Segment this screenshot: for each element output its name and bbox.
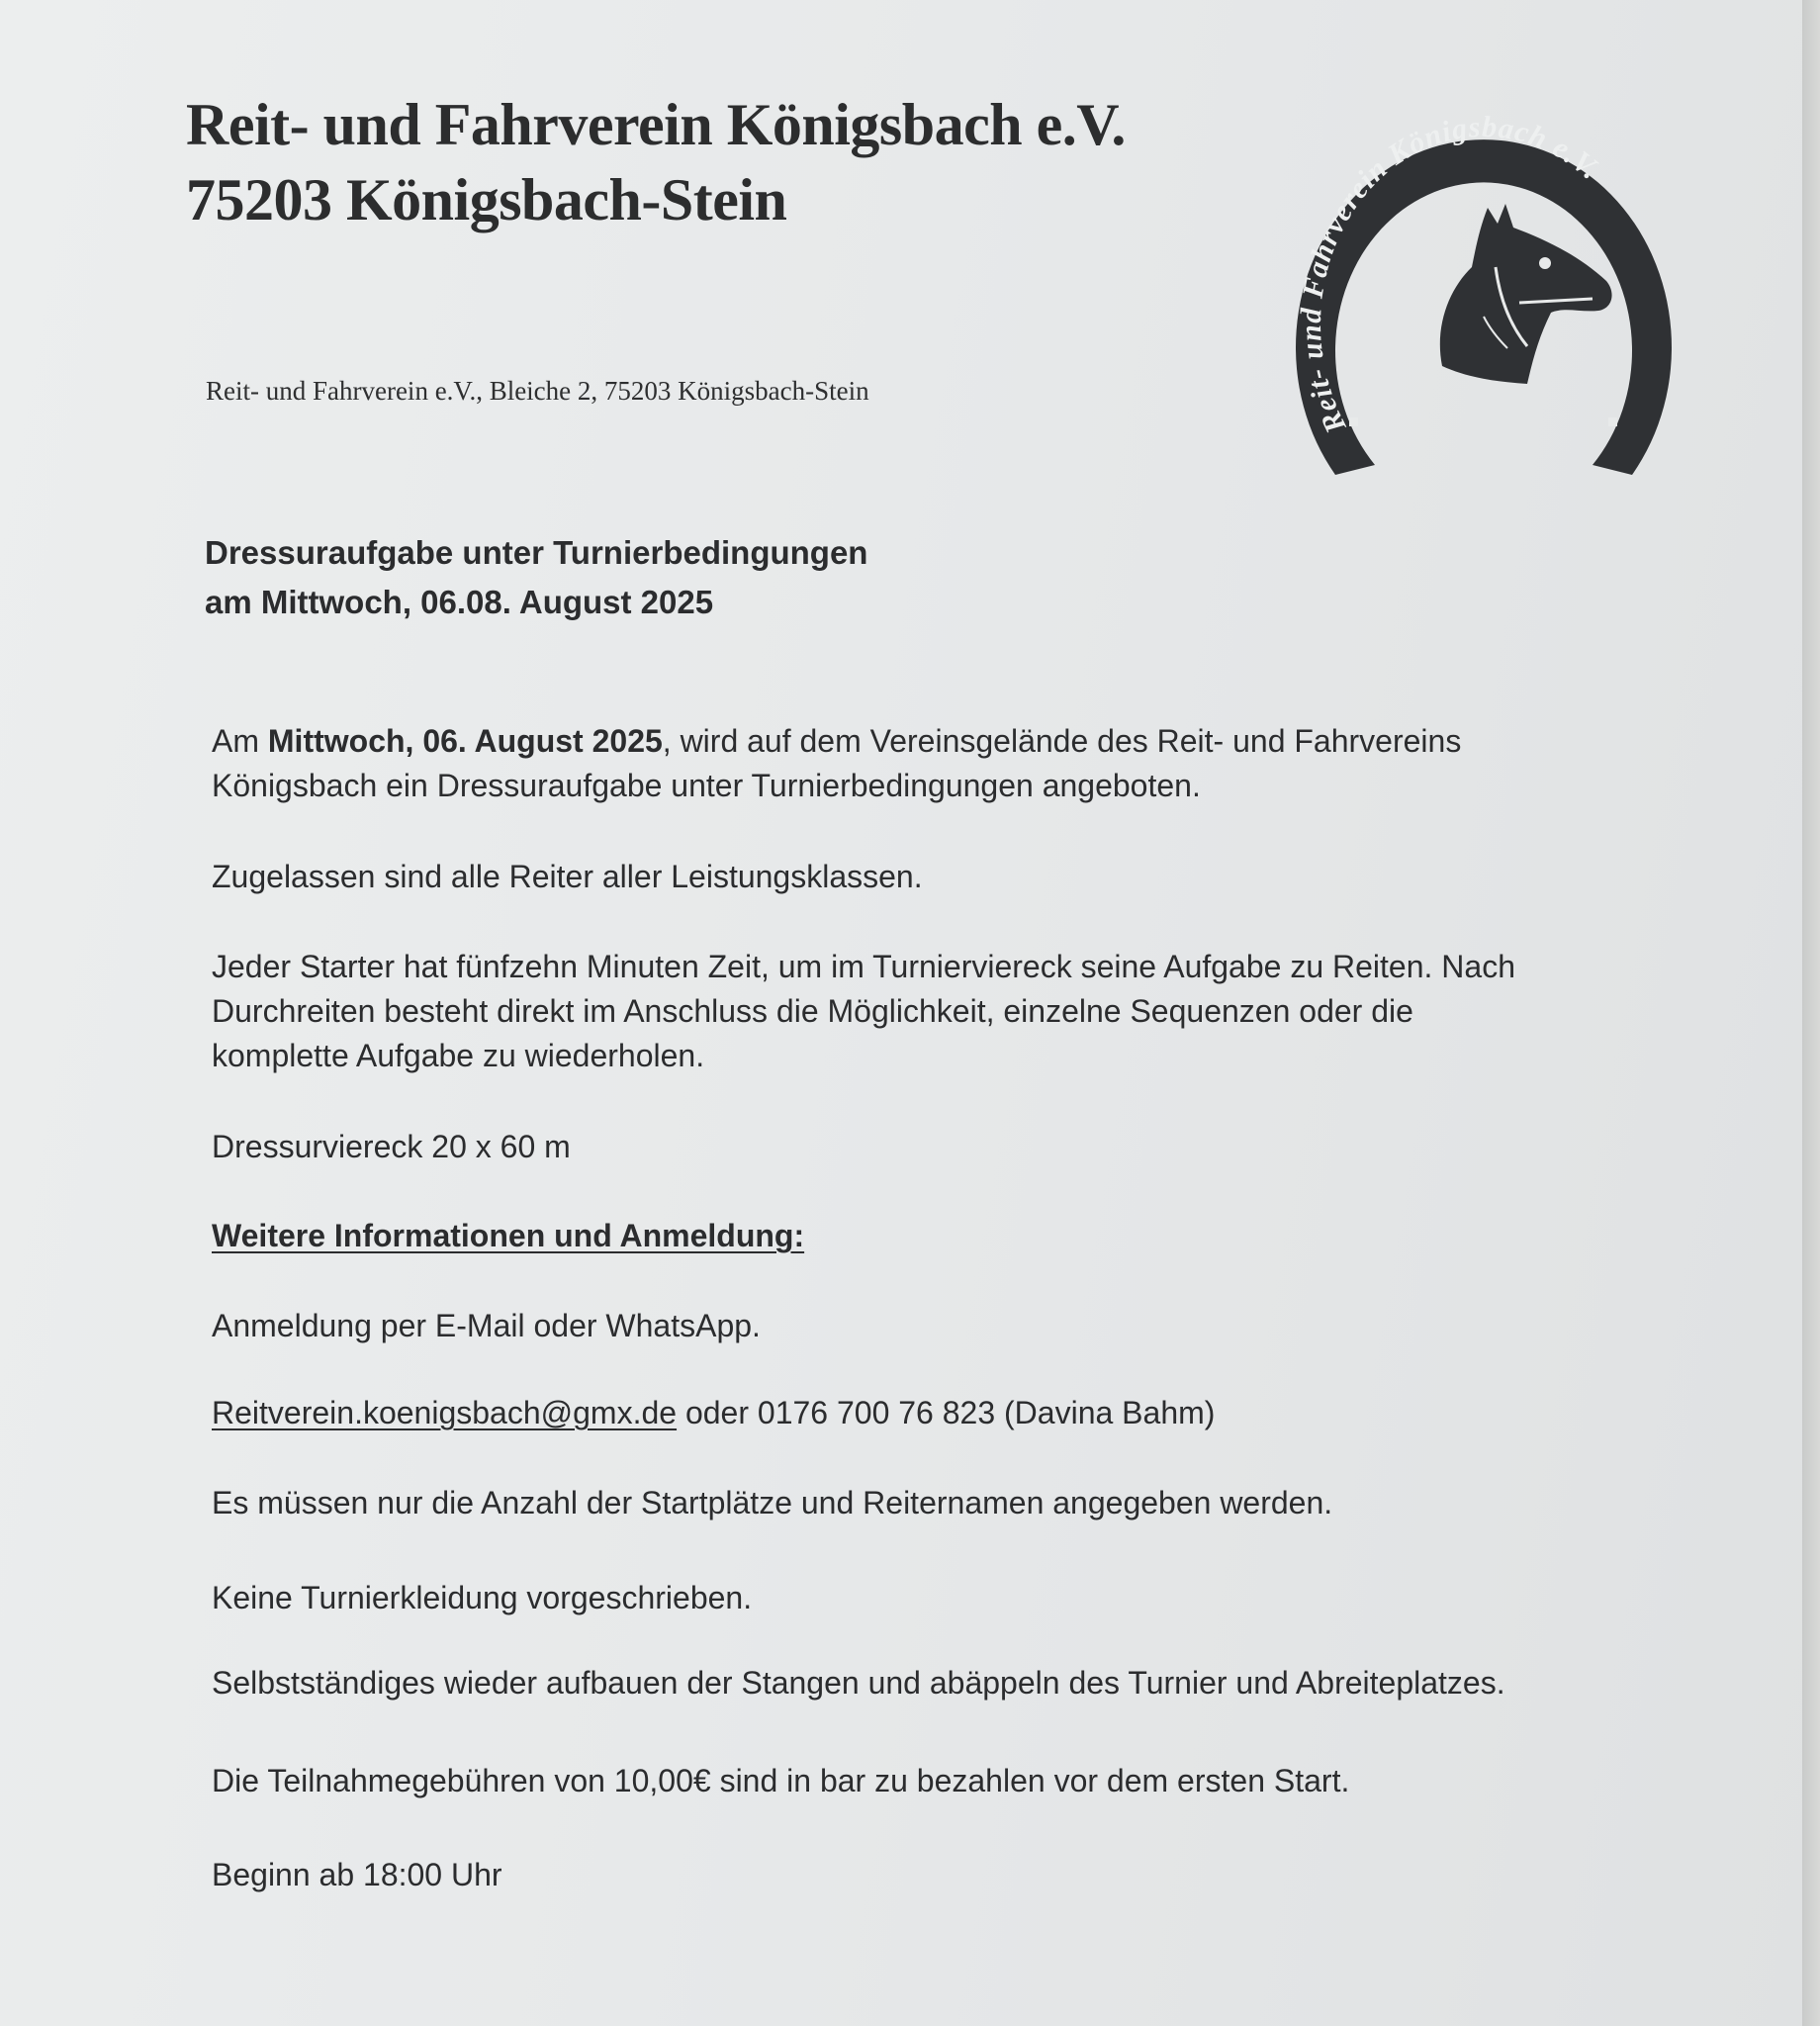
arena-size: Dressurviereck 20 x 60 m <box>212 1129 571 1164</box>
subject-line-2: am Mittwoch, 06.08. August 2025 <box>205 584 714 620</box>
intro-rest: , wird auf dem Vereinsgelände des Reit- und Fahrvereins <box>662 723 1462 759</box>
subject-line-1: Dressuraufgabe unter Turnierbedingungen <box>205 534 868 571</box>
rules-line-1: Jeder Starter hat fünfzehn Minuten Zeit, um im Turnierviereck seine Aufgabe zu Reiten. Nach <box>212 949 1515 984</box>
cleanup-text: Selbstständiges wieder aufbauen der Stangen und abäppeln des Turnier und Abreiteplatzes. <box>212 1665 1505 1701</box>
org-name-heading: Reit- und Fahrverein Königsbach e.V. <box>186 92 1126 157</box>
contact-line <box>212 1389 1215 1436</box>
rules-line-3: komplette Aufgabe zu wiederholen. <box>212 1038 705 1073</box>
registration-text: Anmeldung per E-Mail oder WhatsApp. <box>212 1308 761 1343</box>
fees-text: Die Teilnahmegebühren von 10,00€ sind in bar zu bezahlen vor dem ersten Start. <box>212 1763 1350 1798</box>
intro-line-2: Königsbach ein Dressuraufgabe unter Turnierbedingungen angeboten. <box>212 768 1201 803</box>
intro-line-1 <box>212 717 1461 765</box>
rules-line-2: Durchreiten besteht direkt im Anschluss die Möglichkeit, einzelne Sequenzen oder die <box>212 993 1413 1029</box>
phone-text: oder 0176 700 76 823 (Davina Bahm) <box>677 1395 1216 1430</box>
intro-prefix: Am <box>212 723 268 759</box>
intro-date: Mittwoch, 06. August 2025 <box>267 723 663 759</box>
dress-code: Keine Turnierkleidung vorgeschrieben. <box>212 1580 753 1615</box>
admitted-text: Zugelassen sind alle Reiter aller Leistungsklassen. <box>212 859 923 894</box>
club-logo <box>1286 69 1682 485</box>
required-info: Es müssen nur die Anzahl der Startplätze und Reiternamen angegeben werden. <box>212 1485 1333 1520</box>
info-heading <box>212 1212 804 1259</box>
sender-address: Reit- und Fahrverein e.V., Bleiche 2, 75203 Königsbach-Stein <box>206 376 869 406</box>
info-heading-text: Weitere Informationen und Anmeldung: <box>212 1218 805 1253</box>
email-link[interactable]: Reitverein.koenigsbach@gmx.de <box>212 1395 678 1430</box>
org-city-heading: 75203 Königsbach-Stein <box>186 167 787 232</box>
nail-mark-right <box>1608 417 1617 426</box>
horse-head-icon <box>1440 204 1612 384</box>
paper-edge <box>1802 0 1820 2026</box>
start-time: Beginn ab 18:00 Uhr <box>212 1857 502 1892</box>
logo-ring-text: Reit- und Fahrverein Königsbach e.V. <box>1294 110 1607 439</box>
